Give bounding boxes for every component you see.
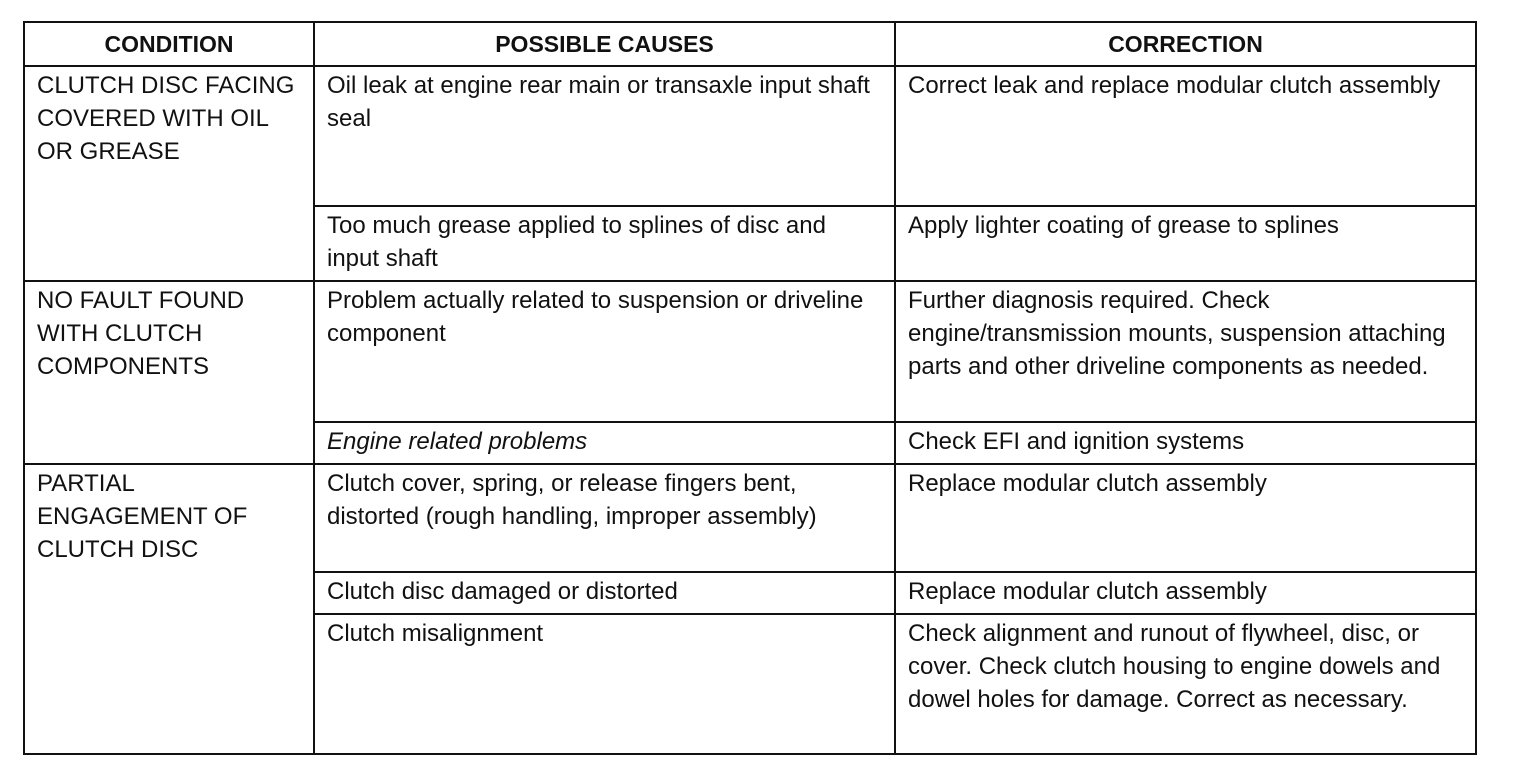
cause-cell: Clutch cover, spring, or release fingers bent, distorted (rough handling, improper assembly) — [314, 464, 895, 572]
cause-cell: Engine related problems — [314, 422, 895, 464]
cause-cell: Problem actually related to suspension or driveline component — [314, 281, 895, 422]
header-condition: CONDITION — [24, 22, 314, 66]
header-row — [24, 22, 1476, 66]
diagnosis-table — [23, 21, 1477, 755]
correction-cell: Further diagnosis required. Check engine/transmission mounts, suspension attaching parts and other driveline components as needed. — [895, 281, 1476, 422]
correction-cell: Correct leak and replace modular clutch assembly — [895, 66, 1476, 206]
table-row — [24, 66, 1476, 206]
cause-cell: Clutch disc damaged or distorted — [314, 572, 895, 614]
header-correction: CORRECTION — [895, 22, 1476, 66]
cause-cell: Too much grease applied to splines of disc and input shaft — [314, 206, 895, 281]
cause-cell: Oil leak at engine rear main or transaxle input shaft seal — [314, 66, 895, 206]
table-row — [24, 464, 1476, 572]
correction-cell: Replace modular clutch assembly — [895, 572, 1476, 614]
correction-cell: Replace modular clutch assembly — [895, 464, 1476, 572]
cause-cell: Clutch misalignment — [314, 614, 895, 754]
condition-cell: PARTIAL ENGAGEMENT OF CLUTCH DISC — [24, 464, 314, 754]
table-row — [24, 281, 1476, 422]
condition-cell: NO FAULT FOUND WITH CLUTCH COMPONENTS — [24, 281, 314, 464]
header-possible-causes: POSSIBLE CAUSES — [314, 22, 895, 66]
correction-cell: Check EFI and ignition systems — [895, 422, 1476, 464]
condition-cell: CLUTCH DISC FACING COVERED WITH OIL OR GREASE — [24, 66, 314, 281]
correction-cell: Check alignment and runout of flywheel, disc, or cover. Check clutch housing to engine dowels and dowel holes for damage. Correct as necessary. — [895, 614, 1476, 754]
correction-cell: Apply lighter coating of grease to splines — [895, 206, 1476, 281]
